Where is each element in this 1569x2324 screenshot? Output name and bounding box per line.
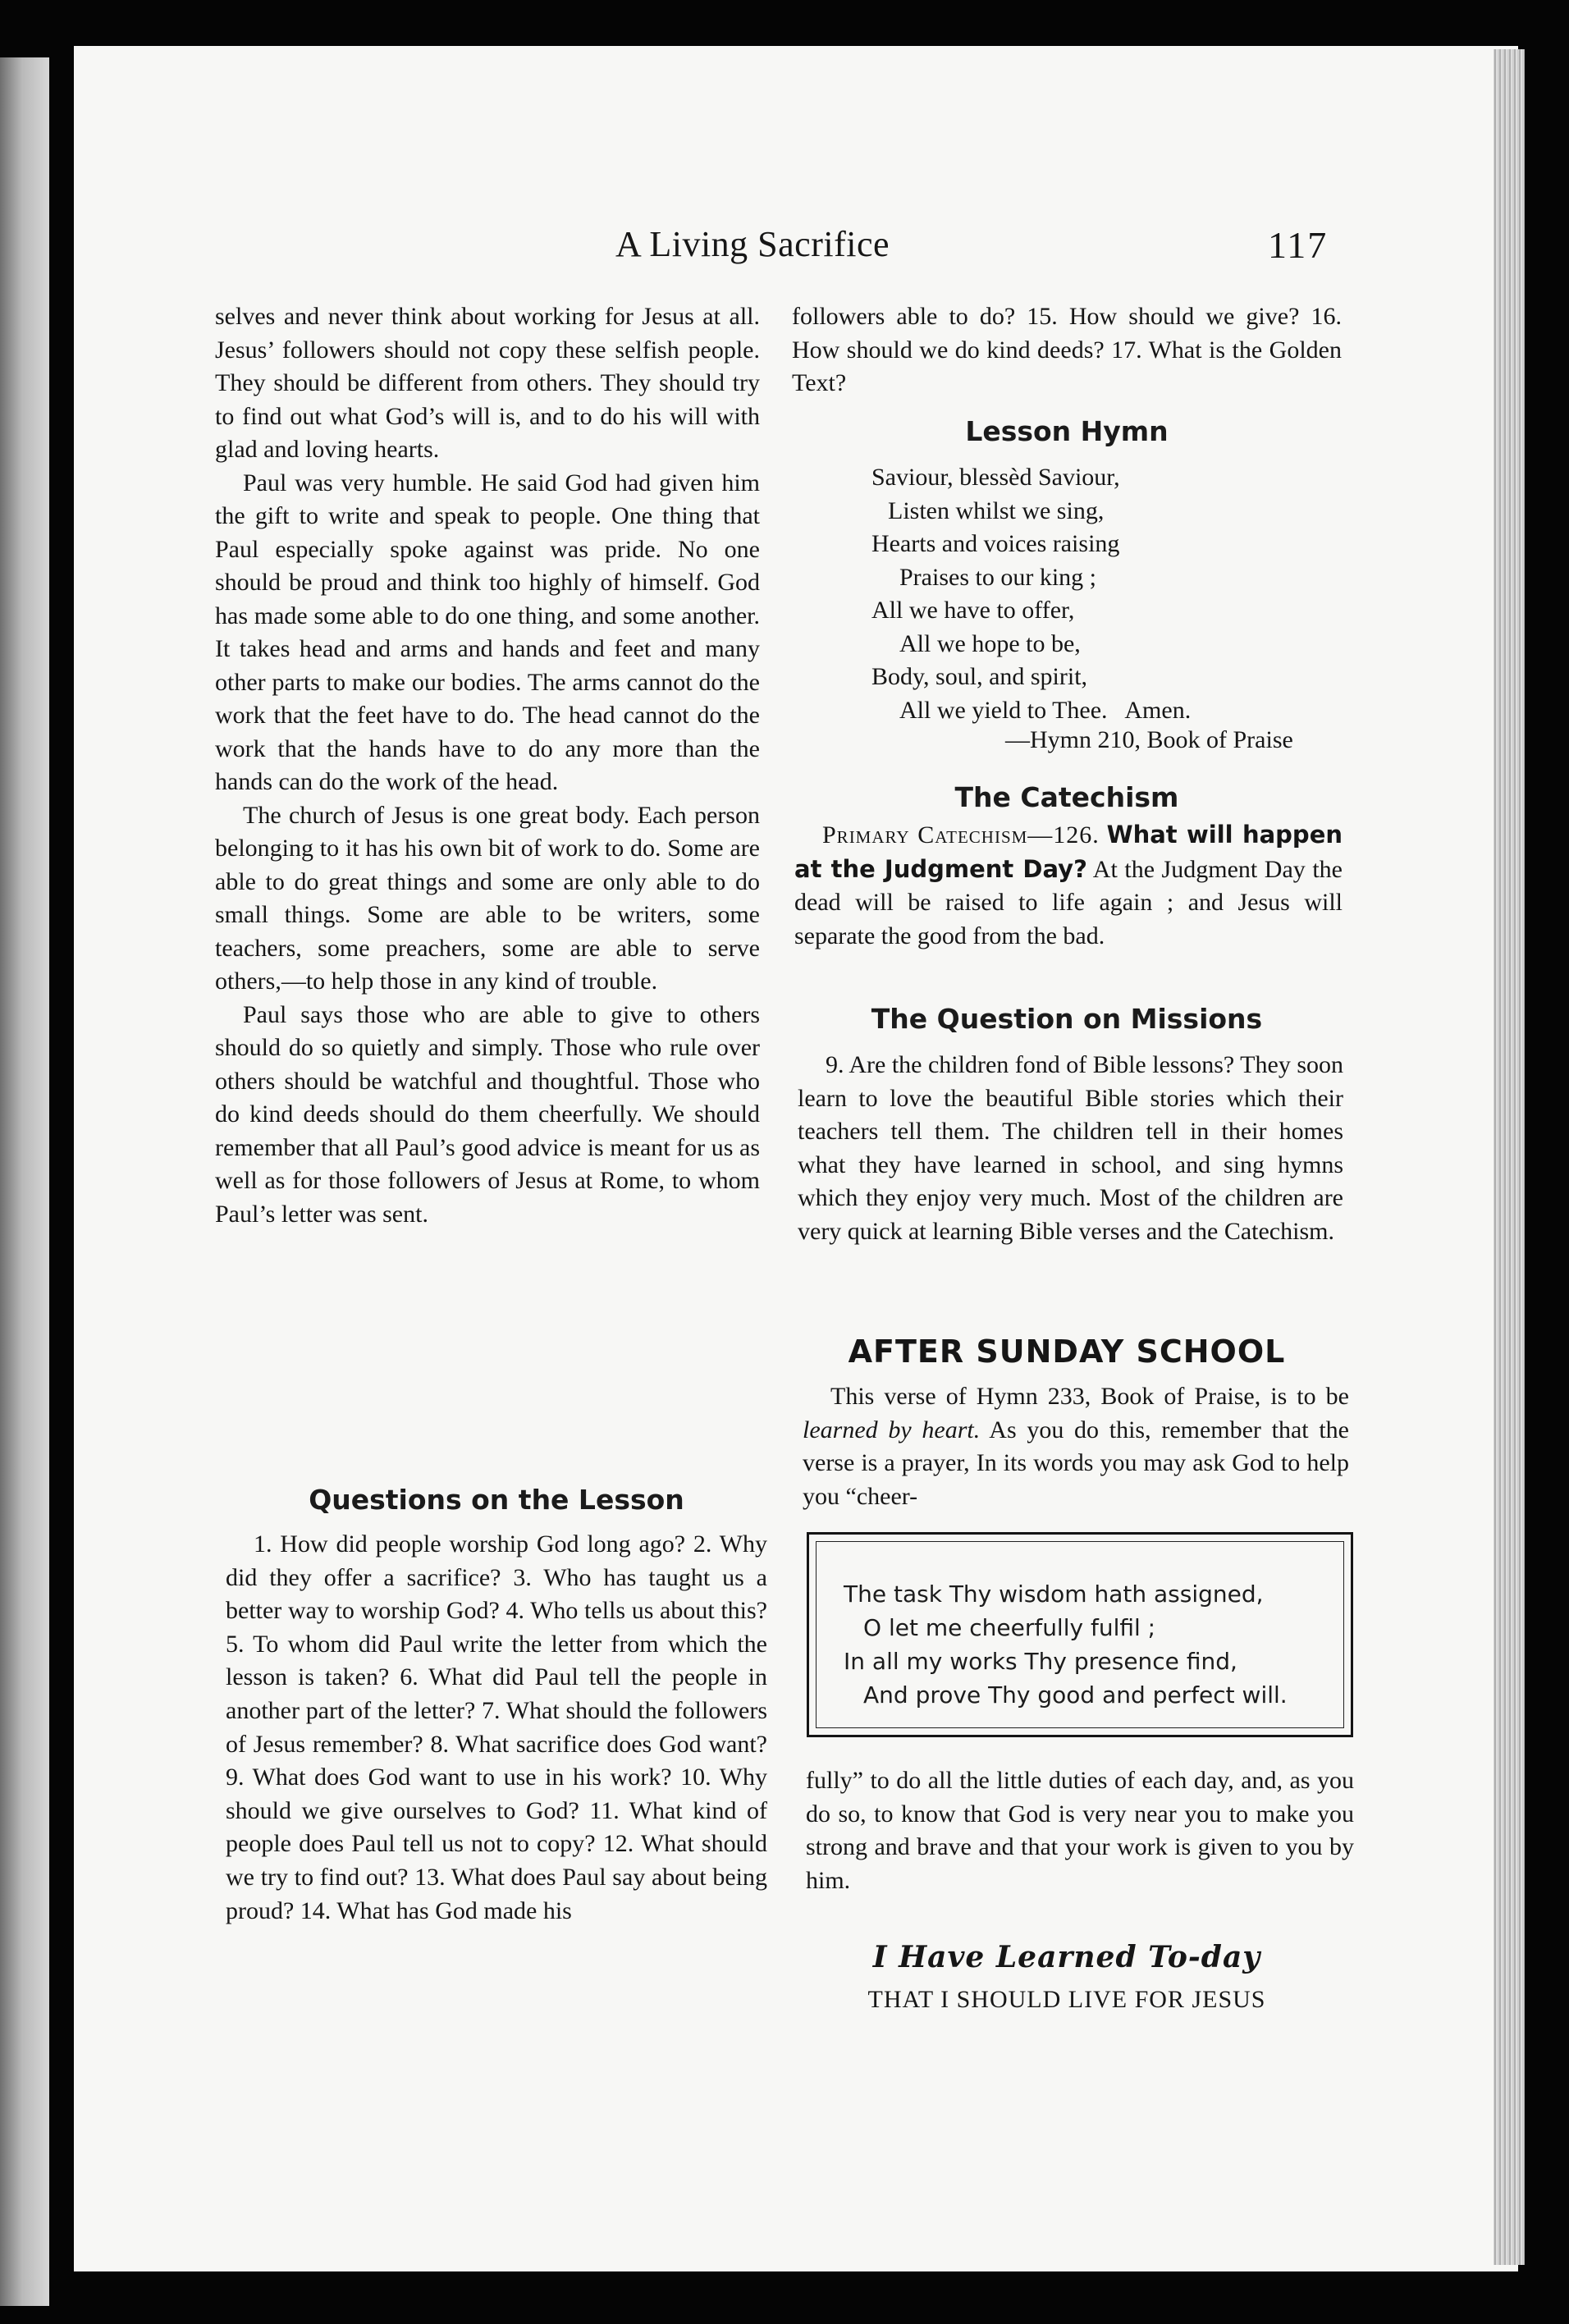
paragraph: selves and never think about working for Jesus at all. Jesus’ followers should not copy these selfish people. They should be different from others. They should try to find out what God’s will is, and to do his will with glad and loving hearts.	[215, 303, 760, 463]
hymn-line: All we hope to be,	[899, 629, 1081, 657]
memory-verse-lines	[844, 1577, 1288, 1712]
facing-page-edge	[0, 57, 49, 2306]
left-column-text	[215, 300, 760, 1231]
catechism-answer: At the Judgment Day the dead will be raised to life again ; and Jesus will separate the good from the bad.	[794, 855, 1343, 949]
paragraph: 1. How did people worship God long ago? 2. Why did they offer a sacrifice? 3. Who has taught us a better way to worship God? 4. Who tells us about this? 5. To whom did Paul write the letter from which the lesson is taken? 6. What did Paul tell the people in another part of the letter? 7. What should the followers of Jesus remember? 8. What sacrifice does God want? 9. What does God want to use in his work? 10. Why should we give ourselves to God? 11. What kind of people does Paul tell us not to copy? 12. What should we try to find out? 13. What does Paul say about being proud? 14. What has God made his	[226, 1530, 767, 1924]
verse-line: O let me cheerfully fulfil ;	[863, 1614, 1156, 1641]
paragraph: 9. Are the children fond of Bible lessons? They soon learn to love the beautiful Bible stories which their teachers tell them. The children tell in their homes what they have learned in school, and sing hymns which they enjoy very much. Most of the children are very quick at learning Bible verses and the Catechism.	[798, 1051, 1343, 1245]
verse-line: And prove Thy good and perfect will.	[863, 1681, 1288, 1709]
missions-heading: The Question on Missions	[871, 1003, 1263, 1035]
questions-heading: Questions on the Lesson	[309, 1484, 684, 1516]
learned-today-line: THAT I SHOULD LIVE FOR JESUS	[867, 1986, 1266, 2013]
hymn-line: Saviour, blessèd Saviour,	[871, 464, 1120, 491]
paragraph	[803, 1380, 1349, 1513]
questions-continued	[792, 300, 1342, 400]
paragraph	[794, 818, 1343, 953]
running-head: A Living Sacrifice	[615, 224, 890, 264]
hymn-line: Listen whilst we sing,	[888, 496, 1105, 524]
text-run: This verse of Hymn 233, Book of Praise, is to be	[830, 1383, 1349, 1410]
catechism-heading: The Catechism	[954, 781, 1179, 813]
verse-line: The task Thy wisdom hath assigned,	[844, 1581, 1264, 1608]
paragraph: followers able to do? 15. How should we give? 16. How should we do kind deeds? 17. What is the Golden Text?	[792, 303, 1342, 396]
hymn-line: All we have to offer,	[871, 597, 1075, 624]
hymn-credit: —Hymn 210, Book of Praise	[1005, 726, 1293, 753]
lesson-hymn-heading: Lesson Hymn	[965, 415, 1169, 447]
catechism-question: What will happen at the Judgment Day?	[794, 821, 1343, 883]
lesson-hymn-verse	[871, 461, 1191, 727]
hymn-line: Hearts and voices raising	[871, 530, 1120, 557]
page-stack-edge	[1494, 49, 1525, 2265]
emphasis-text: learned by heart.	[803, 1416, 981, 1443]
paragraph: Paul was very humble. He said God had given him the gift to write and speak to people. One thing that Paul especially spoke against was pride. No one should be proud and think too highly of himself. God has made some able to do one thing, and some another. It takes head and arms and hands and feet and many other parts to make our bodies. The arms cannot do the work that the feet have to do. The head cannot do the work that the hands have to do any more than the hands can do the work of the head.	[215, 469, 760, 795]
memory-verse-box	[807, 1532, 1353, 1737]
paragraph: fully” to do all the little duties of each day, and, as you do so, to know that God is very near you to make you strong and brave and that your work is given to you by him.	[806, 1767, 1354, 1894]
catechism-text	[794, 818, 1343, 953]
hymn-line: Praises to our king ;	[899, 563, 1096, 591]
catechism-label: Primary Catechism—126.	[822, 821, 1100, 849]
text-run: As you do this, remember that the verse is a prayer, In its words you may ask God to help you “cheer-	[803, 1416, 1349, 1510]
paragraph: The church of Jesus is one great body. Each person belonging to it has his own bit of work to do. Some are able to do great things and some are only able to do small things. Some are able to be writers, some teachers, some preachers, some are able to serve others,—to help those in any kind of trouble.	[215, 801, 760, 995]
learned-today-title: I Have Learned To-day	[872, 1940, 1261, 1974]
questions-text	[226, 1528, 767, 1928]
page-number: 117	[1268, 224, 1329, 266]
verse-line: In all my works Thy presence find,	[844, 1648, 1237, 1675]
paragraph: Paul says those who are able to give to others should do so quietly and simply. Those who rule over others should be watchful and thoughtful. Those who do kind deeds should do them cheerfully. We should remember that all Paul’s good advice is meant for us as well as for those followers of Jesus at Rome, to whom Paul’s letter was sent.	[215, 1000, 760, 1228]
after-sunday-school-text	[803, 1380, 1349, 1513]
closing-text	[806, 1764, 1354, 1897]
missions-text	[798, 1049, 1343, 1248]
after-sunday-school-heading: AFTER SUNDAY SCHOOL	[848, 1334, 1286, 1370]
hymn-line: All we yield to Thee. Amen.	[899, 696, 1192, 724]
hymn-line: Body, soul, and spirit,	[871, 663, 1088, 690]
